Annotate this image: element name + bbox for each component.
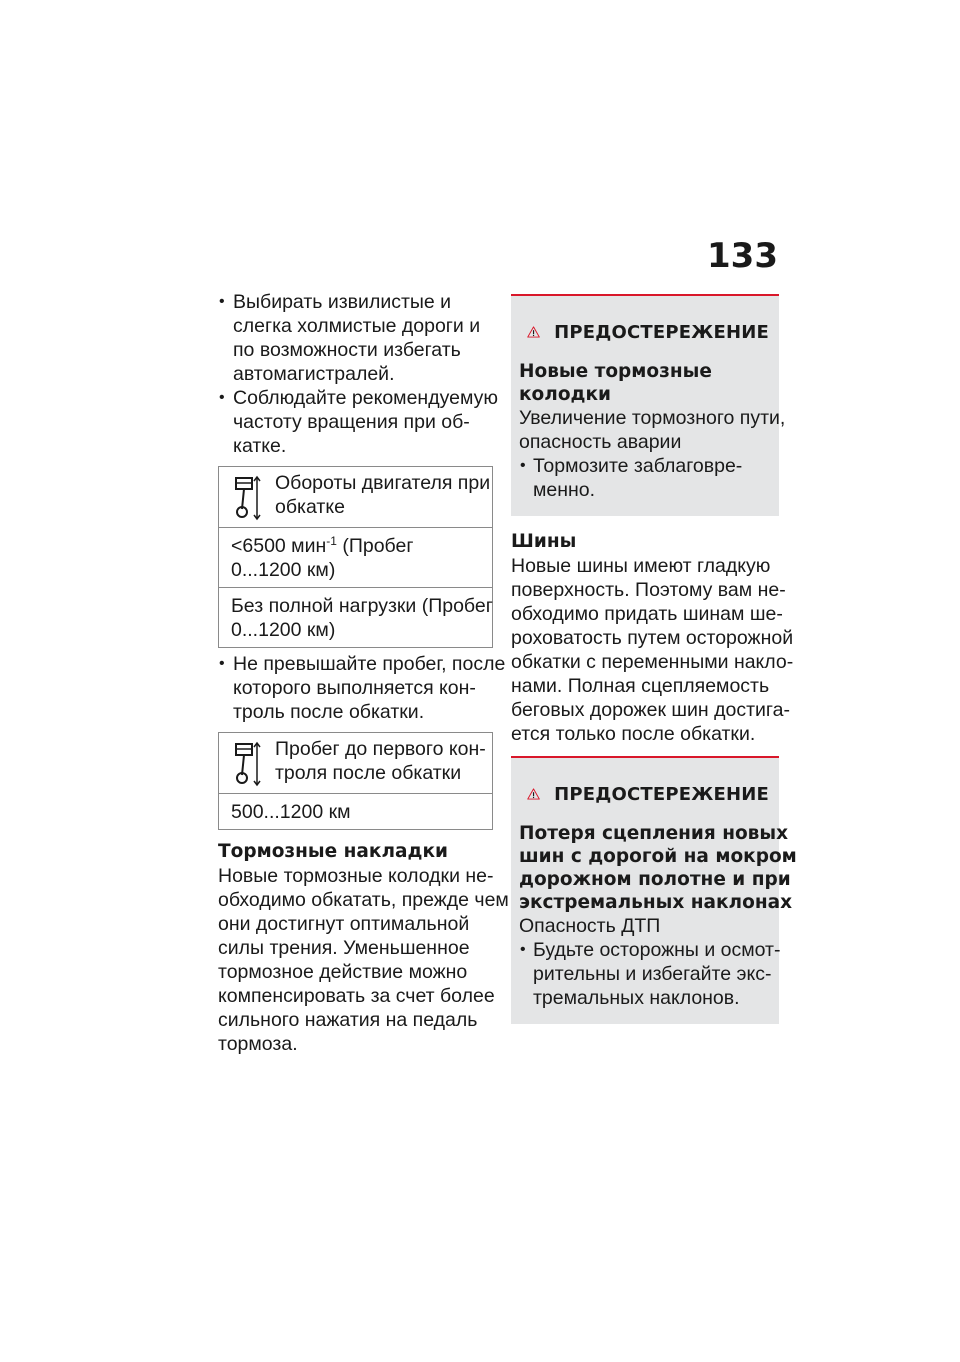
paragraph-line: обходимо обкатать, прежде чем — [218, 889, 509, 911]
paragraph-line: роховатость путем осторожной — [511, 627, 794, 649]
paragraph-line: поверхность. Поэтому вам не- — [511, 579, 786, 601]
warning-subject-line: Потеря сцепления новых — [519, 823, 789, 844]
table-row — [219, 794, 492, 830]
paragraph-line: компенсировать за счет более — [218, 985, 495, 1007]
warning-text — [519, 406, 786, 454]
paragraph-line: Новые шины имеют гладкую — [511, 555, 771, 577]
table-header-line: Обороты двигателя при — [275, 472, 491, 494]
table-cell-line: Без полной нагрузки (Пробег — [231, 595, 493, 617]
warning-title: ПРЕДОСТЕРЕЖЕНИЕ — [554, 321, 769, 343]
mileage-note: (Пробег — [336, 535, 414, 557]
bullet-item — [218, 652, 506, 724]
page-number: 133 — [707, 236, 778, 276]
bullet-item — [218, 386, 498, 458]
table-header-line: обкатке — [275, 496, 345, 518]
bullet-line: троль после обкатки. — [233, 701, 425, 723]
bullet-line: слегка холмистые дороги и — [233, 315, 481, 337]
bullet-line: • Выбирать извилистые и — [233, 291, 452, 313]
table-cell-line: 0...1200 км) — [231, 619, 336, 641]
warning-text-line: опасность аварии — [519, 431, 682, 453]
warning-subject-line: шин с дорогой на мокром — [519, 846, 797, 867]
table-cell-line — [231, 534, 484, 558]
bullet-line: • Будьте осторожны и осмот- — [533, 939, 781, 961]
paragraph-line: беговых дорожек шин достига- — [511, 699, 790, 721]
table-header-text — [275, 737, 486, 787]
break-in-mileage-table — [218, 732, 493, 830]
paragraph-line: нами. Полная сцепляемость — [511, 675, 770, 697]
warning-box-tires — [511, 756, 797, 1024]
warning-subject — [519, 822, 797, 914]
warning-text-line: Увеличение тормозного пути, — [519, 407, 786, 429]
paragraph-line: силы трения. Уменьшенное — [218, 937, 470, 959]
tires-paragraph — [511, 554, 794, 746]
bullet-line: • Соблюдайте рекомендуемую — [233, 387, 498, 409]
paragraph-line: тормоза. — [218, 1033, 298, 1055]
bullet-line: • Тормозите заблаговре- — [533, 455, 743, 477]
rpm-value: <6500 мин — [231, 535, 327, 557]
table-cell-line: 0...1200 км) — [231, 559, 336, 581]
paragraph-line: Новые тормозные колодки не- — [218, 865, 494, 887]
engine-icon — [233, 475, 261, 521]
paragraph-line: они достигнут оптимальной — [218, 913, 470, 935]
table-header-text — [275, 471, 490, 521]
bullet-line: рительны и избегайте экс- — [533, 963, 772, 985]
warning-header — [519, 778, 769, 810]
engine-icon — [233, 741, 261, 787]
warning-subject-line: экстремальных наклонах — [519, 892, 793, 913]
warning-text — [519, 914, 769, 938]
warning-subject — [519, 360, 769, 406]
rpm-unit-exponent: -1 — [326, 534, 337, 548]
table-header-row — [219, 733, 492, 794]
table-row — [219, 588, 492, 648]
bullet-line: по возможности избегать — [233, 339, 461, 361]
right-column — [511, 294, 797, 1024]
warning-triangle-icon — [527, 778, 540, 810]
section-heading-tires: Шины — [511, 531, 577, 552]
left-column — [218, 290, 509, 1056]
bullet-item — [218, 290, 492, 386]
warning-subject-line: Новые тормозные — [519, 361, 712, 382]
bullet-line: тремальных наклонов. — [533, 987, 740, 1009]
bullet-line: катке. — [233, 435, 287, 457]
bullet-line: которого выполняется кон- — [233, 677, 476, 699]
bullet-line: автомагистралей. — [233, 363, 395, 385]
paragraph-line: сильного нажатия на педаль — [218, 1009, 478, 1031]
paragraph-line: тормозное действие можно — [218, 961, 468, 983]
warning-bullet — [519, 454, 769, 502]
paragraph-line: обходимо придать шинам ше- — [511, 603, 783, 625]
warning-subject-line: дорожном полотне и при — [519, 869, 791, 890]
bullet-line: частоту вращения при об- — [233, 411, 470, 433]
warning-text-line: Опасность ДТП — [519, 915, 661, 937]
paragraph-line: ется только после обкатки. — [511, 723, 756, 745]
table-header-row — [219, 467, 492, 528]
warning-title: ПРЕДОСТЕРЕЖЕНИЕ — [554, 783, 769, 805]
paragraph-line: обкатки с переменными накло- — [511, 651, 794, 673]
break-in-rpm-table — [218, 466, 493, 648]
table-header-line: троля после обкатки — [275, 762, 462, 784]
warning-header — [519, 316, 769, 348]
table-row — [219, 528, 492, 588]
warning-triangle-icon — [527, 316, 540, 348]
warning-bullet — [519, 938, 781, 1010]
brake-pads-paragraph — [218, 864, 509, 1056]
bullet-line: • Не превышайте пробег, после — [233, 653, 506, 675]
section-heading-brake-pads: Тормозные накладки — [218, 841, 448, 862]
warning-subject-line: колодки — [519, 384, 611, 405]
table-cell-line: 500...1200 км — [231, 801, 351, 823]
bullet-line: менно. — [533, 479, 596, 501]
warning-box-brake-pads — [511, 294, 786, 516]
table-header-line: Пробег до первого кон- — [275, 738, 486, 760]
